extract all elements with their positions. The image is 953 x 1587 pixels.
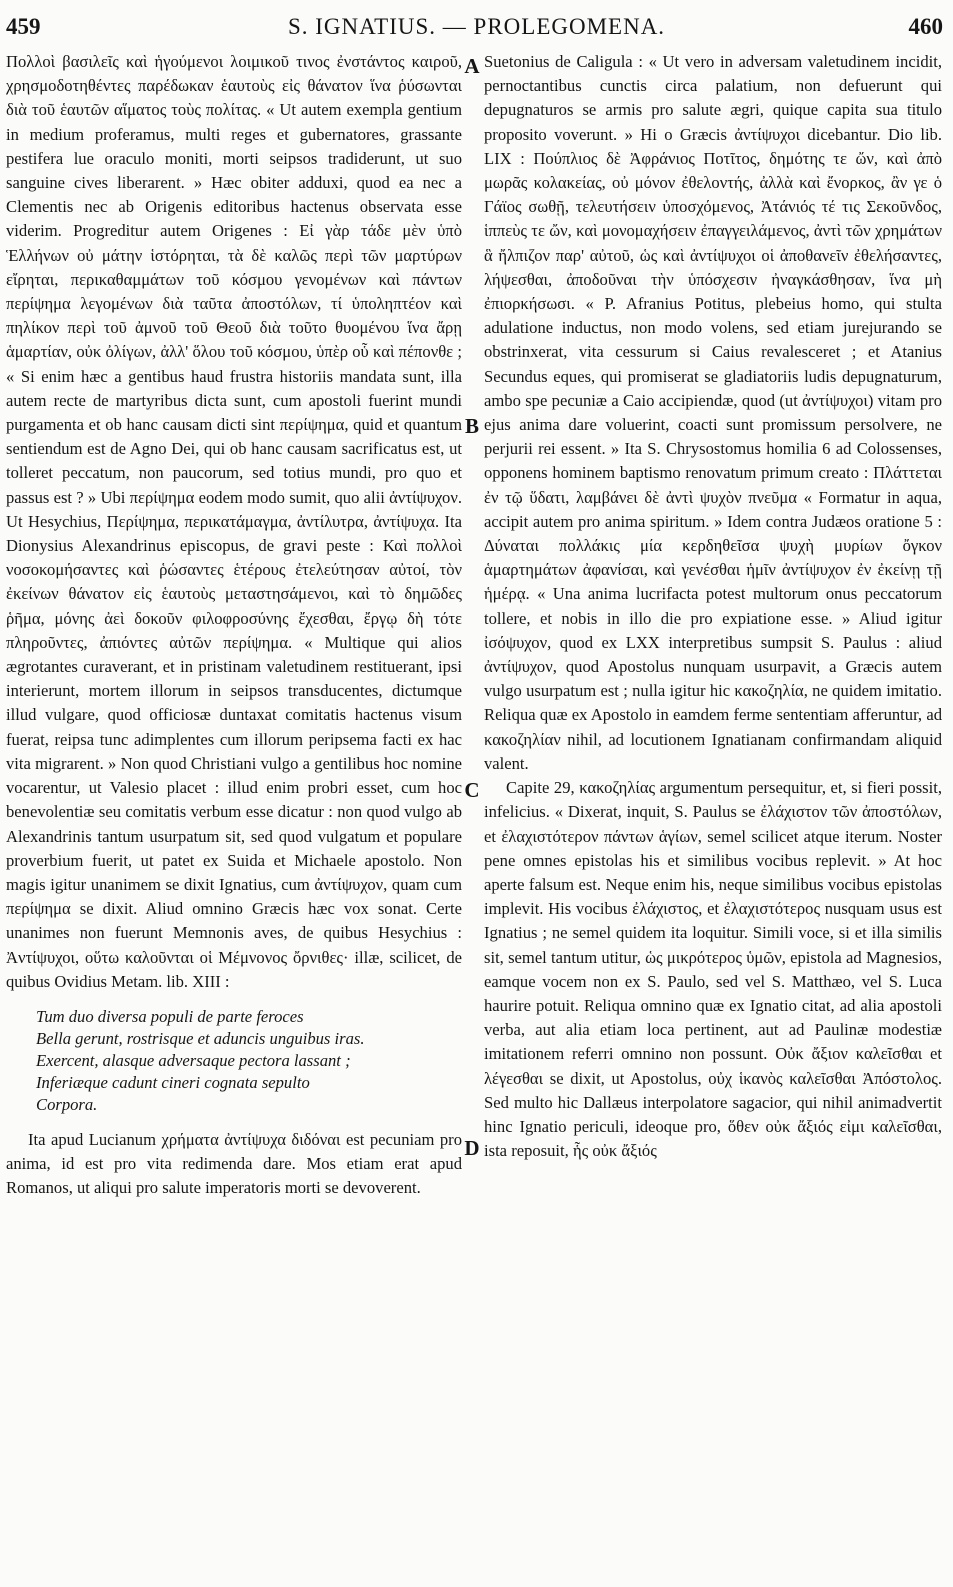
right-paragraph-1: Suetonius de Caligula : « Ut vero in adversam valetudinem incidit, pernoctantibus cunctis circa palatium, non defuerunt qui depugnaturos se armis pro salute ægri, quique capita sua titulo proposito voverunt. » Hi o Græcis ἀντίψυχοι dicebantur. Dio lib. LIX : Πούπλιος δὲ Ἀφράνιος Ποτῖτος, δημότης τε ὤν, καὶ ἀπὸ μωρᾶς κολακείας, οὐ μόνον ἐθελοντής, ἀλλὰ καὶ ἔνορκος, ἂν γε ὁ Γάϊος σωθῇ, τελευτήσειν ὑποσχόμενος, Ἀτάνιός τέ τις Σεκοῦνδος, ἱππεὺς τε ὤν, καὶ μονομαχήσειν ἐπαγγειλάμενος, ἀντὶ τῶν χρημάτων ἃ ἤλπιζον παρ' αὐτοῦ, ὡς καὶ ἀντίψυχοι οἱ ἀποθανεῖν ἐθελήσαντες, λήψεσθαι, ἀποδοῦναι τὴν ὑπόσχεσιν ἠναγκάσθησαν, ἵνα μὴ ἐπιορκήσωσι. « P. Afranius Potitus, plebeius homo, qui stulta adulatione inductus, non modo volens, sed etiam jurejurando se obstrinxerat, vita cessurum si Caius revalesceret ; et Atanius Secundus eques, qui promiserat se gladiatoriis ludis depugnaturum, ambo spe pecuniæ a Caio accipiendæ, quod (ut ἀντίψυχοι) vitam pro ejus anima dare voluerint, coacti sunt promissum persolvere, ne perjurii rei essent. » Ita S. Chrysostomus homilia 6 ad Colossenses, opponens hominem baptismo renovatum primum creato : Πλάττεται ἐν τῷ ὕδατι, λαμβάνει δὲ ἀντὶ ψυχὸν πνεῦμα « Formatur in aqua, accipit autem pro anima spiritum. » Idem contra Judæos oratione 5 : Δύναται πολλάκις μία κερδηθεῖσα ψυχὴ μυρίων ὄγκον ἁμαρτημάτων ἀφανίσαι, καὶ γενέσθαι ἡμῖν ἀντίψυχον ἐν ἐκείνῃ τῇ ἡμέρᾳ. « Una anima lucrifacta potest multorum onus peccatorum tollere, et nobis in illo die pro expiatione esse. » Aliud igitur ἰσόψυχον, quod ex LXX interpretibus sumpsit S. Paulus : aliud ἀντίψυχον, quod Apostolus nunquam usurpavit, a Græcis autem vulgo usurpatum est ; nulla igitur hic κακοζηλία, ne quidem imitatio. Reliqua quæ ex Apostolo in eamdem ferme sententiam afferuntur, ad κακοζηλίαν nihil, ad locutionem Ignatianam confirmandam aliquid valent. (484, 52, 942, 773)
margin-marker-b: B (464, 414, 479, 438)
verse-line: Inferiæque cadunt cineri cognata sepulto (36, 1072, 310, 1092)
right-paragraph-2: Capite 29, κακοζηλίας argumentum persequitur, et, si fieri possit, infelicius. « Dixerat, inquit, S. Paulus se ἐλάχιστον τῶν ἀποστόλων, et ἐλαχιστότερον πάντων ἁγίων, semel scilicet atque iterum. Noster pene omnes epistolas his et similibus vocibus replevit. » At hoc aperte falsum est. Neque enim his, neque similibus vocibus epistolas implevit. His vocibus ἐλάχιστος, et ἐλαχιστότερος nusquam usus est Ignatius ; ne semel quidem ita loquitur. Simili voce, si et illa similis sit, semel tantum utitur, ὡς μικρότερος ὑμῶν, epistola ad Magnesios, eamque vocem non ex S. Paulo, sed vel S. Matthæo, vel S. Luca haurire potuit. Reliqua omnino quæ ex Ignatio citat, ad alia apostoli verba, aut alia etiam loca pertinent, aut ad Paulinæ modestiæ imitationem referri omnino non possunt. Οὐκ ἄξιον καλεῖσθαι et λέγεσθαι se dixit, ut Apostolus, οὐχ ἱκανὸς καλεῖσθαι Ἀπόστολος. Sed multo hic Dallæus interpolatore sagacior, qui nihil animadvertit hinc Ignatio periculi, ideoque pro, ὅθεν οὐκ ἄξιός εἰμι καλεῖσθαι, ista reposuit, ἧς οὐκ ἄξιός (484, 778, 942, 1161)
right-column (484, 50, 942, 1550)
left-paragraph-2: Ita apud Lucianum χρήματα ἀντίψυχα διδόναι est pecuniam pro anima, id est pro vita redimenda dare. Mos etiam erat apud Romanos, ut aliqui pro salute imperatoris morti se devoverent. (6, 1129, 462, 1198)
verse-line: Exercent, alasque adversaque pectora lassant ; (36, 1050, 351, 1070)
margin-marker-d: D (464, 1136, 480, 1160)
running-header (0, 14, 953, 42)
ovid-verse (36, 1006, 462, 1116)
verse-line: Corpora. (36, 1094, 98, 1114)
margin-marker-a: A (464, 54, 480, 78)
page-number-right: 460 (908, 14, 943, 39)
margin-marker-c: C (464, 778, 480, 802)
verse-line: Tum duo diversa populi de parte feroces (36, 1006, 304, 1026)
page-number-left: 459 (6, 14, 41, 39)
left-column (6, 50, 462, 1550)
verse-line: Bella gerunt, rostrisque et aduncis unguibus iras. (36, 1028, 365, 1048)
running-title: S. IGNATIUS. — PROLEGOMENA. (287, 14, 666, 39)
left-paragraph-1: Πολλοὶ βασιλεῖς καὶ ἡγούμενοι λοιμικοῦ τινος ἐνστάντος καιροῦ, χρησμοδοτηθέντες παρέδωκαν ἑαυτοὺς εἰς θάνατον ἵνα ῥύσωνται διὰ τοῦ ἑαυτῶν αἵματος τοὺς πολίτας. « Ut autem exempla gentium in medium proferamus, multi reges et gubernatores, grassante pestifera lue oraculo moniti, morti seipsos tradiderunt, ut suo sanguine cives liberarent. » Hæc obiter adduxi, quod ea nec a Clementis nec ab Origenis editoribus hactenus observata esse viderim. Progreditur autem Origenes : Εἰ γὰρ τάδε μὲν ὑπὸ Ἑλλήνων οὐ μάτην ἱστόρηται, τὰ δὲ καλῶς περὶ τῶν μαρτύρων εἴρηται, περικαθαμμάτων τοῦ κόσμου γενομένων καὶ πάντων περίψημα λεγομένων διὰ ταῦτα ἀποστόλων, τί ὑποληπτέον καὶ πηλίκον περὶ τοῦ ἀμνοῦ τοῦ Θεοῦ διὰ τοῦτο θυομένου ἵνα ἄρῃ ἁμαρτίαν, οὐκ ὀλίγων, ἀλλ' ὅλου τοῦ κόσμου, ὑπὲρ οὗ καὶ πέπονθε ; « Si enim hæc a gentibus haud frustra historiis mandata sunt, illa autem recte de martyribus dicta sunt, cum apostoli fuerint mundi purgamenta et ob hanc causam dicti sint περίψημα, quid et quantum sentiendum est de Agno Dei, qui ob hanc causam sacrificatus est, ut tolleret peccatum, non paucorum, sed totius mundi, pro quo et passus est ? » Ubi περίψημα eodem modo sumit, quo alii ἀντίψυχον. Ut Hesychius, Περίψημα, περικατάμαγμα, ἀντίλυτρα, ἀντίψυχα. Ita Dionysius Alexandrinus episcopus, de gravi peste : Καὶ πολλοὶ νοσοκομήσαντες καὶ ῥώσαντες ἑτέρους ἐτελεύτησαν αὐτοί, τὸν ἐκείνων θάνατον εἰς ἑαυτοὺς μεταστησάμενοι, καὶ τὸ δημῶδες ῥῆμα, μόνης ἀεὶ δοκοῦν φιλοφροσύνης ἔχεσθαι, ἔργῳ δὴ τότε πληροῦντες, ἀπιόντες αὐτῶν περίψημα. « Multique qui alios ægrotantes curaverant, et in pristinam valetudinem restituerant, ipsi interierunt, mortem illorum in seipsos transducentes, dictumque illud vulgare, quod officiosæ duntaxat comitatis hactenus visum fuerat, reipsa tunc adimplentes cum illorum peripsema facti ex hac vita migrarent. » Non quod Christiani vulgo a gentilibus hoc nomine vocarentur, ut Valesio placet : illud enim probri esset, cum hoc benevolentiæ seu comitatis verbum esse dicatur : non quod vulgo ab Alexandrinis tantum usurpatum sit, sed quod vulgatum et populare proverbium fuerit, ut patet ex Suida et Michaele apostolo. Non magis igitur unanimem se dixit Ignatius, cum ἀντίψυχον, quam cum περίψημα se dixit. Aliud omnino Græcis hæc vox sonat. Certe unanimes non fuerunt Memnonis aves, de quibus Hesychius : Ἀντίψυχοι, οὕτω καλοῦνται οἱ Μέμνονος ὄρνιθες· illæ, scilicet, de quibus Ovidius Metam. lib. XIII : (6, 52, 462, 991)
